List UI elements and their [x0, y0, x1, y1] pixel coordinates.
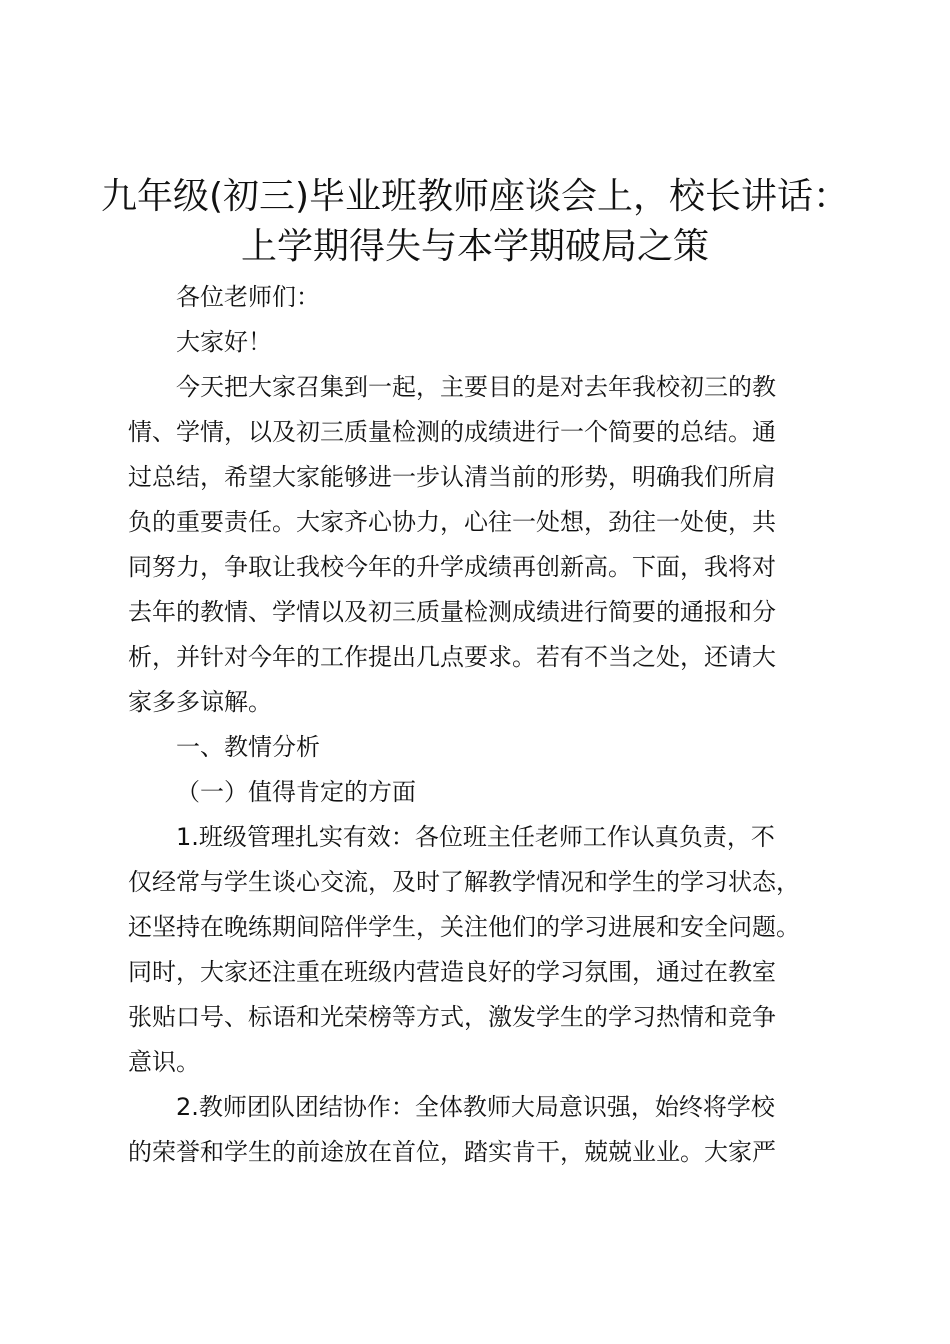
paragraph-line: 的荣誉和学生的前途放在首位，踏实肯干，兢兢业业。大家严	[128, 1138, 776, 1166]
paragraph-line: 家多多谅解。	[128, 688, 272, 716]
paragraph-line: 仅经常与学生谈心交流，及时了解教学情况和学生的学习状态，	[128, 868, 800, 896]
paragraph-line: 还坚持在晚练期间陪伴学生，关注他们的学习进展和安全问题。	[128, 913, 800, 941]
paragraph-line: 去年的教情、学情以及初三质量检测成绩进行简要的通报和分	[128, 598, 776, 626]
document-title-line-2: 上学期得失与本学期破局之策	[240, 226, 709, 267]
paragraph-line: 2.教师团队团结协作：全体教师大局意识强，始终将学校	[176, 1093, 775, 1121]
paragraph-line: 今天把大家召集到一起，主要目的是对去年我校初三的教	[176, 373, 776, 401]
paragraph-line: 意识。	[128, 1048, 200, 1076]
paragraph-line: 1.班级管理扎实有效：各位班主任老师工作认真负责，不	[176, 823, 775, 851]
paragraph-line: 同时，大家还注重在班级内营造良好的学习氛围，通过在教室	[128, 958, 776, 986]
section-heading: 一、教情分析	[176, 733, 320, 761]
paragraph-line: 张贴口号、标语和光荣榜等方式，激发学生的学习热情和竞争	[128, 1003, 776, 1031]
paragraph-line: 过总结，希望大家能够进一步认清当前的形势，明确我们所肩	[128, 463, 776, 491]
paragraph-line: 同努力，争取让我校今年的升学成绩再创新高。下面，我将对	[128, 553, 776, 581]
subsection-heading: （一）值得肯定的方面	[176, 778, 416, 806]
paragraph-line: 析，并针对今年的工作提出几点要求。若有不当之处，还请大	[128, 643, 776, 671]
salutation: 各位老师们：	[176, 283, 320, 311]
paragraph-line: 情、学情，以及初三质量检测的成绩进行一个简要的总结。通	[128, 418, 776, 446]
paragraph-line: 负的重要责任。大家齐心协力，心往一处想，劲往一处使，共	[128, 508, 776, 536]
document-title-line-1: 九年级(初三)毕业班教师座谈会上，校长讲话：	[100, 176, 850, 217]
greeting: 大家好！	[176, 328, 272, 356]
